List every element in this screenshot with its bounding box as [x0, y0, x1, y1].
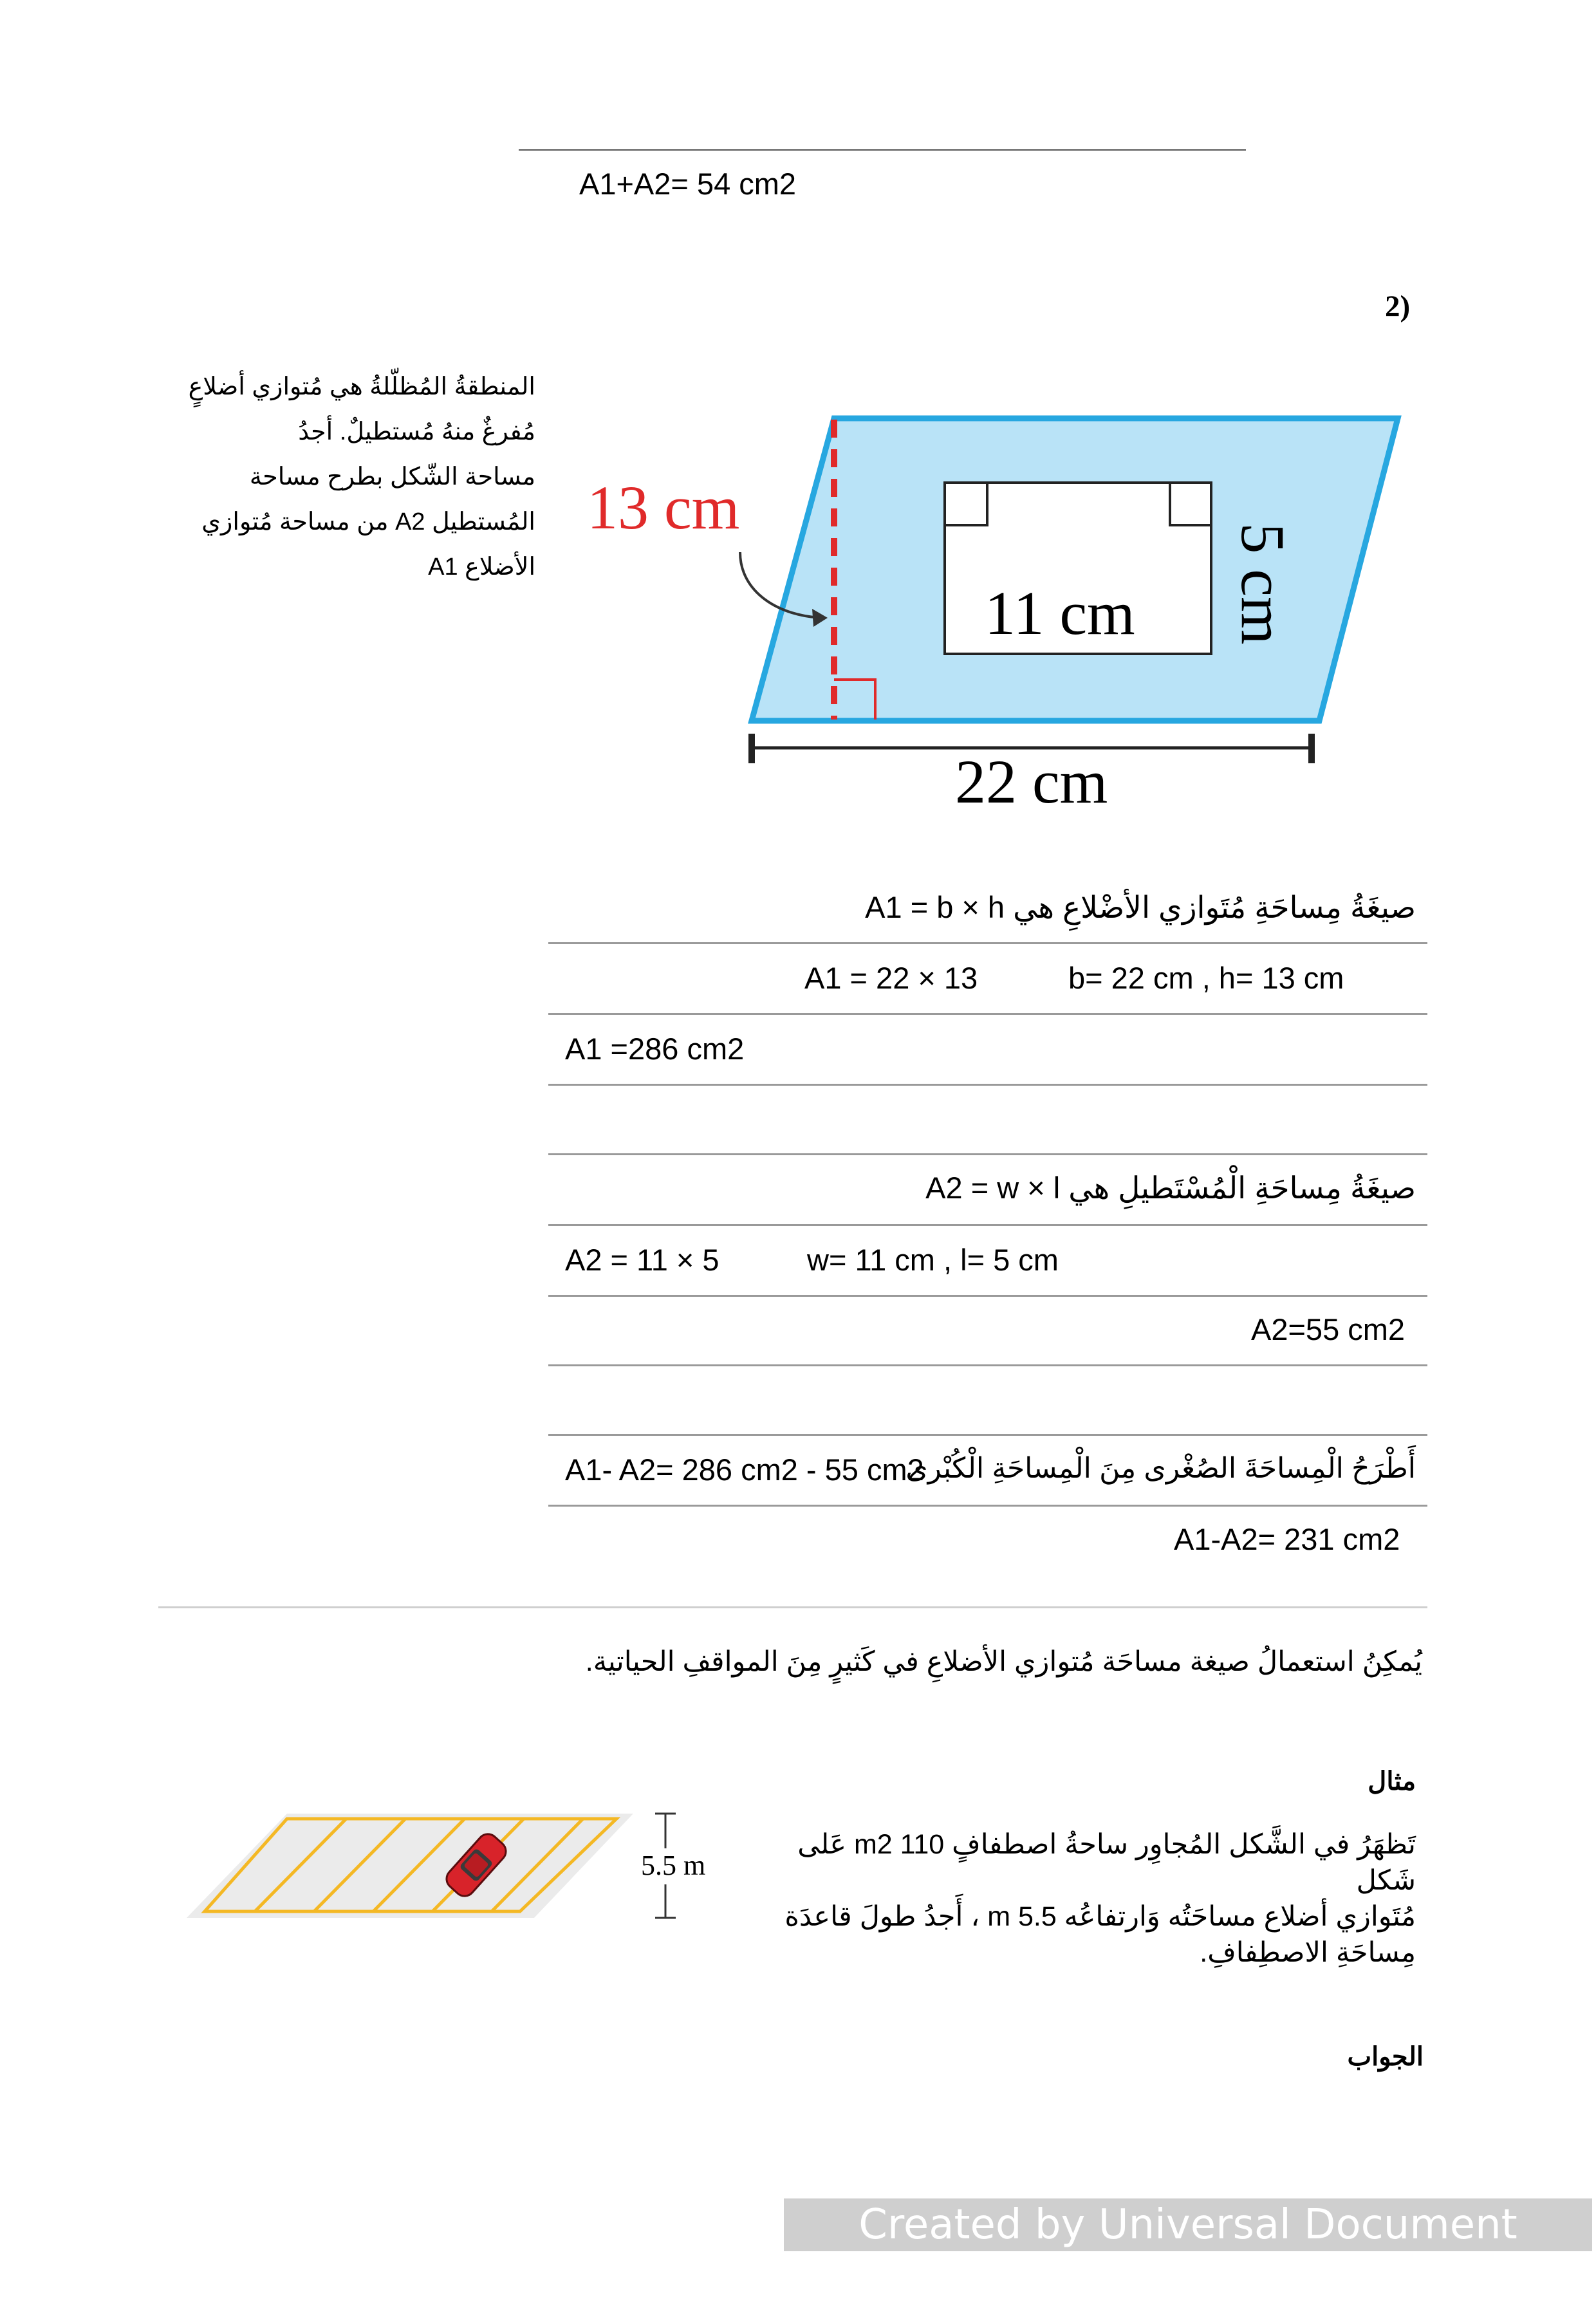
parallelogram-formula: صيغَةُ مِساحَةِ مُتَوازي الأضْلاعِ هي A1 = b × h	[865, 890, 1416, 924]
rect-height-label: 5 cm	[1229, 523, 1297, 645]
height-label: 13 cm	[587, 473, 740, 542]
description-line: مساحة الشّكل بطرح مساحة	[249, 463, 535, 490]
answer-heading: الجواب	[1347, 2043, 1424, 2071]
rectangle-formula: صيغَةُ مِساحَةِ الْمُسْتَطيلِ هي A2 = w × l	[925, 1171, 1416, 1205]
a2-substitution: A2 = 11 × 5	[565, 1243, 719, 1277]
description-line: الأضلاع A1	[428, 553, 535, 581]
lot-height-label: 5.5 m	[641, 1850, 706, 1881]
description-line: مُفرغٌ منهُ مُستطيلٌ. أجدُ	[298, 418, 535, 445]
a2-result: A2=55 cm2	[1251, 1312, 1406, 1346]
watermark-banner: Created by Universal Document Converter	[784, 2198, 1592, 2251]
base-label: 22 cm	[955, 747, 1108, 816]
example-line: مِساحَةِ الاصطِفافِ.	[1200, 1937, 1416, 1968]
a1-result: A1 =286 cm2	[565, 1032, 745, 1066]
subtract-expression: A1- A2= 286 cm2 - 55 cm2	[565, 1453, 924, 1487]
description-line: المُستطيل A2 من مساحة مُتوازي	[201, 508, 535, 535]
a2-values: w= 11 cm , l= 5 cm	[807, 1243, 1059, 1277]
problem-number: 2)	[1385, 290, 1411, 323]
top-result-line: A1+A2= 54 cm2	[579, 167, 797, 201]
a1-substitution: A1 = 22 × 13	[804, 961, 978, 995]
usage-note: يُمكِنُ استعمالُ صيغة مساحَة مُتوازي الأضلاعِ في كَثيرٍ مِنَ المواقفِ الحياتية.	[585, 1646, 1422, 1677]
example-heading: مثال	[1368, 1767, 1416, 1796]
a1-values: b= 22 cm , h= 13 cm	[1068, 961, 1344, 995]
subtract-text: أَطْرَحُ الْمِساحَةَ الصُغْرى مِنَ الْمِساحَةِ الْكُبْرى	[905, 1453, 1416, 1484]
final-result: A1-A2= 231 cm2	[1174, 1522, 1400, 1556]
example-line: مُتَوازي أضلاع مساحَتُه وَارتفاعُه m 5.5 ، أَجدُ طولَ قاعدَة	[784, 1901, 1416, 1932]
description-line: المنطقةُ المُظلّلةُ هي مُتوازي أضلاعٍ	[188, 373, 535, 400]
rect-width-label: 11 cm	[985, 579, 1135, 647]
example-line: تَظهَرُ في الشَّكل المُجاوِر ساحةُ اصطفافٍ m2 110 عَلى شَكل	[797, 1829, 1416, 1896]
